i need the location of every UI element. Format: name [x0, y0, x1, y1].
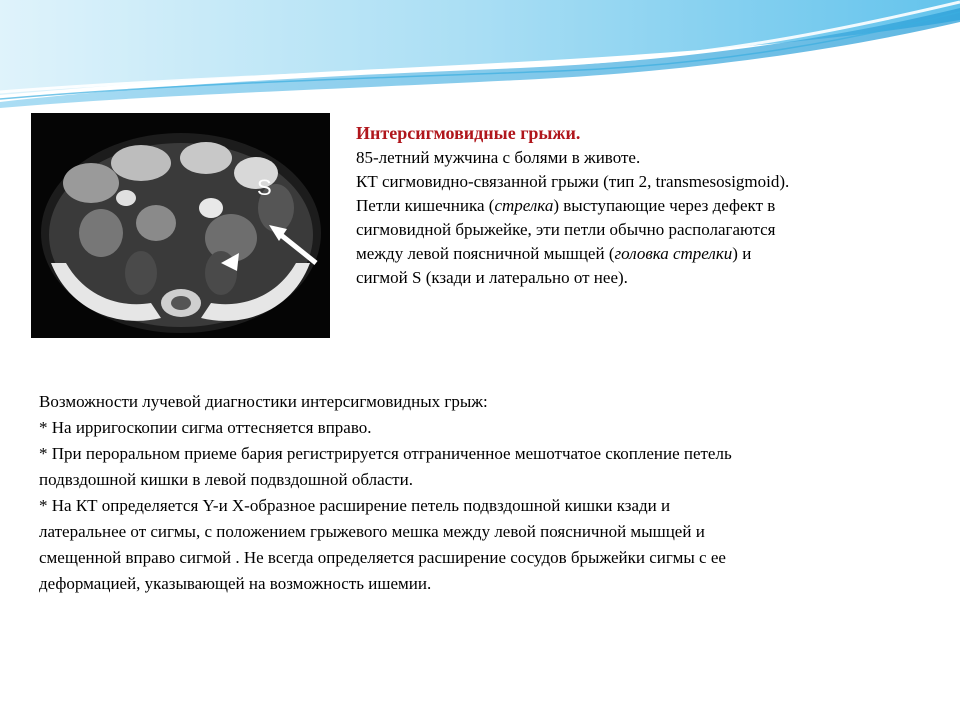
caption-title: Интерсигмовидные грыжи. — [356, 123, 581, 143]
caption-line-6: сигмой S (кзади и латерально от нее). — [356, 268, 628, 287]
caption-line-3 — [356, 194, 946, 218]
body-line-7: смещенной вправо сигмой . Не всегда определяется расширение сосудов брыжейки сигмы с ее — [39, 548, 726, 567]
caption-line-5 — [356, 242, 946, 266]
image-caption — [356, 120, 946, 290]
caption-line-1: 85-летний мужчина с болями в животе. — [356, 148, 641, 167]
sigmoid-label: S — [257, 175, 272, 200]
body-line-2: * На ирригоскопии сигма оттесняется вправо. — [39, 418, 372, 437]
caption-line-5-post: ) и — [732, 244, 752, 263]
caption-line-3-post: ) выступающие через дефект в — [553, 196, 776, 215]
caption-line-3-em: стрелка — [494, 196, 554, 215]
body-line-5: * На КТ определяется Y-и Х-образное расширение петель подвздошной кишки кзади и — [39, 496, 671, 515]
body-line-8: деформацией, указывающей на возможность ишемии. — [39, 574, 432, 593]
caption-line-4: сигмовидной брыжейке, эти петли обычно располагаются — [356, 220, 776, 239]
body-line-6: латеральнее от сигмы, с положением грыжевого мешка между левой поясничной мышцей и — [39, 522, 705, 541]
body-line-4: подвздошной кишки в левой подвздошной области. — [39, 470, 413, 489]
caption-line-5-pre: между левой поясничной мышцей ( — [356, 244, 615, 263]
header-wave-decoration — [0, 0, 960, 110]
body-line-1: Возможности лучевой диагностики интерсигмовидных грыж: — [39, 392, 488, 411]
caption-line-2: КТ сигмовидно-связанной грыжи (тип 2, transmesosigmoid). — [356, 172, 790, 191]
body-line-3: * При пероральном приеме бария регистрируется отграниченное мешотчатое скопление петель — [39, 444, 732, 463]
ct-scan-image — [31, 113, 330, 338]
diagnostics-text — [39, 389, 939, 597]
caption-line-3-pre: Петли кишечника ( — [356, 196, 495, 215]
caption-line-5-em: головка стрелки — [614, 244, 733, 263]
